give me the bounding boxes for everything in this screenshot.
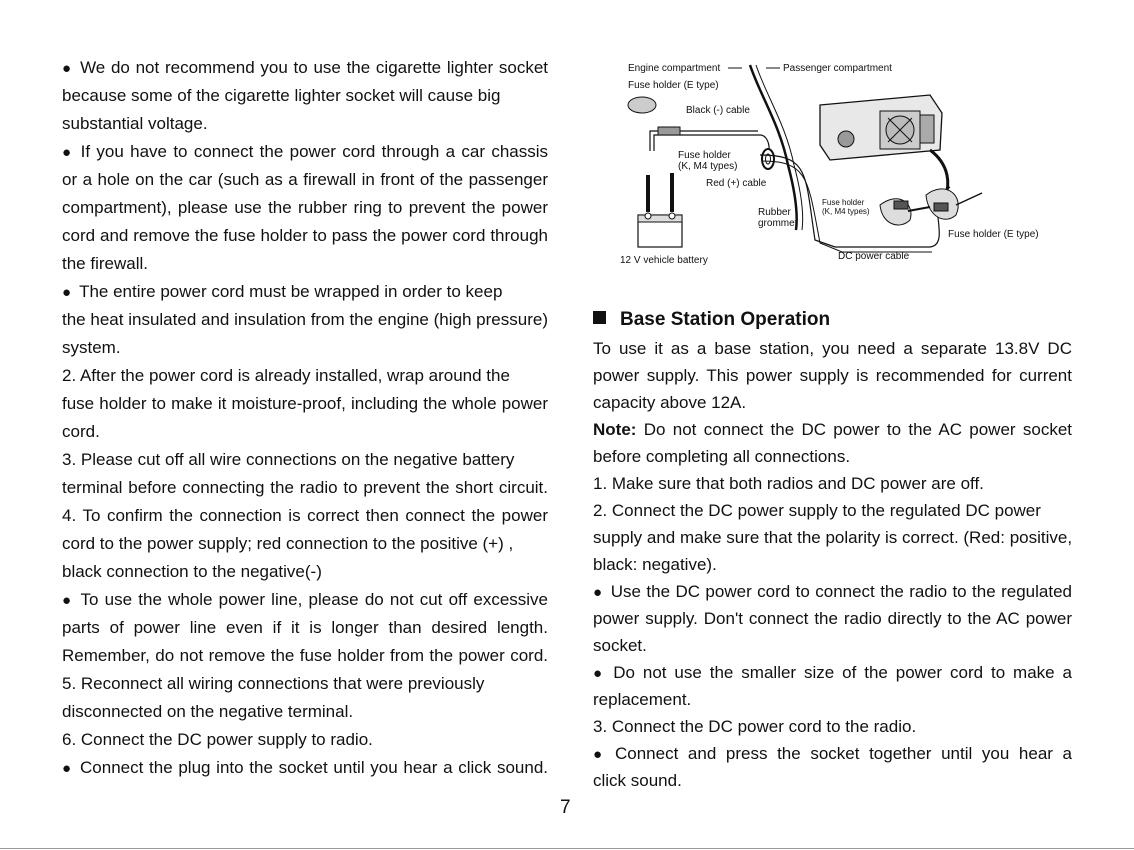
- text-line: power supply. This power supply is recommended for current: [593, 366, 1072, 385]
- diagram-label-passenger: Passenger compartment: [783, 63, 892, 74]
- diagram-label-red-cable: Red (+) cable: [706, 178, 767, 189]
- installation-diagram: [610, 55, 1070, 270]
- text-line: supply and make sure that the polarity is correct. (Red: positive,: [593, 528, 1073, 547]
- fuse-holder-e-icon: [628, 97, 680, 135]
- text-line: 3. Connect the DC power cord to the radio.: [593, 717, 917, 736]
- text-line: 6. Connect the DC power supply to radio.: [62, 730, 373, 749]
- text-line: black connection to the negative(-): [62, 562, 322, 581]
- text-line: click sound.: [593, 771, 682, 790]
- text-line: the heat insulated and insulation from the engine (high pressure): [62, 310, 548, 329]
- text-line: because some of the cigarette lighter socket will cause big: [62, 86, 501, 105]
- diagram-label-rubber-2: grommet: [758, 218, 798, 229]
- text-line: disconnected on the negative terminal.: [62, 702, 354, 721]
- diagram-label-dc-cable: DC power cable: [838, 251, 910, 262]
- diagram-label-fuse-small-1: Fuse holder: [822, 198, 865, 207]
- text-line: or a hole on the car (such as a firewall in front of the passenger: [62, 170, 548, 189]
- note-label: Note:: [593, 420, 637, 439]
- fuse-holder-k-icon: [880, 189, 982, 225]
- text-line: power supply. Don't connect the radio directly to the AC power: [593, 609, 1072, 628]
- text-line: before completing all connections.: [593, 447, 851, 466]
- text-line: the firewall.: [62, 254, 148, 273]
- grommet-icon: [762, 149, 774, 169]
- text-line: 1. Make sure that both radios and DC power are off.: [593, 474, 984, 493]
- radio-icon: [820, 95, 948, 197]
- text-line: ● If you have to connect the power cord through a car chassis: [62, 142, 548, 162]
- square-bullet-icon: [593, 311, 606, 324]
- text-line: 5. Reconnect all wiring connections that were previously: [62, 674, 485, 693]
- text-line: substantial voltage.: [62, 114, 208, 133]
- diagram-label-rubber-1: Rubber: [758, 207, 791, 218]
- diagram-label-fuse-k-1: Fuse holder: [678, 150, 731, 161]
- battery-icon: [638, 213, 682, 247]
- text-line: ● Connect and press the socket together until you hear a: [593, 744, 1072, 764]
- diagram-label-fuse-e-top: Fuse holder (E type): [628, 80, 719, 91]
- page-number: 7: [560, 797, 571, 818]
- text-line: compartment), please use the rubber ring to prevent the power: [62, 198, 548, 217]
- text-line: socket.: [593, 636, 647, 655]
- text-line: ● Do not use the smaller size of the power cord to make a: [593, 663, 1072, 683]
- text-line: ● Connect the plug into the socket until you hear a click sound.: [62, 758, 548, 778]
- text-line: 2. Connect the DC power supply to the regulated DC power: [593, 501, 1041, 520]
- diagram-label-fuse-k-2: (K, M4 types): [678, 161, 738, 172]
- diagram-label-fuse-e-right: Fuse holder (E type): [948, 229, 1039, 240]
- bottom-divider: [0, 848, 1134, 849]
- text-line: cord and remove the fuse holder to pass the power cord through: [62, 226, 548, 245]
- text-line: cord to the power supply; red connection to the positive (+) ,: [62, 534, 514, 553]
- diagram-label-black-cable: Black (-) cable: [686, 105, 750, 116]
- text-line: terminal before connecting the radio to prevent the short circuit.: [62, 478, 548, 497]
- text-line: To use it as a base station, you need a separate 13.8V DC: [593, 339, 1072, 358]
- text-line: cord.: [62, 422, 100, 441]
- text-line: fuse holder to make it moisture-proof, including the whole power: [62, 394, 548, 413]
- text-line: ● We do not recommend you to use the cigarette lighter socket: [62, 58, 548, 78]
- text-line: 2. After the power cord is already installed, wrap around the: [62, 366, 510, 385]
- text-line: black: negative).: [593, 555, 717, 574]
- text-line: replacement.: [593, 690, 692, 709]
- text-line: capacity above 12A.: [593, 393, 747, 412]
- text-line: ● To use the whole power line, please do not cut off excessive: [62, 590, 548, 610]
- text-line: system.: [62, 338, 121, 357]
- section-heading: Base Station Operation: [593, 309, 830, 331]
- text-line: ● Use the DC power cord to connect the radio to the regulated: [593, 582, 1072, 602]
- diagram-label-battery: 12 V vehicle battery: [620, 255, 708, 266]
- diagram-label-engine: Engine compartment: [628, 63, 721, 74]
- text-line: parts of power line even if it is longer than desired length.: [62, 618, 548, 637]
- note-line: Note: Do not connect the DC power to the AC power socket: [593, 420, 1072, 439]
- text-line: 4. To confirm the connection is correct then connect the power: [62, 506, 548, 525]
- text-line: 3. Please cut off all wire connections on the negative battery: [62, 450, 515, 469]
- diagram-label-fuse-small-2: (K, M4 types): [822, 207, 870, 216]
- text-line: ● The entire power cord must be wrapped in order to keep: [62, 282, 502, 302]
- text-line: Remember, do not remove the fuse holder from the power cord.: [62, 646, 548, 665]
